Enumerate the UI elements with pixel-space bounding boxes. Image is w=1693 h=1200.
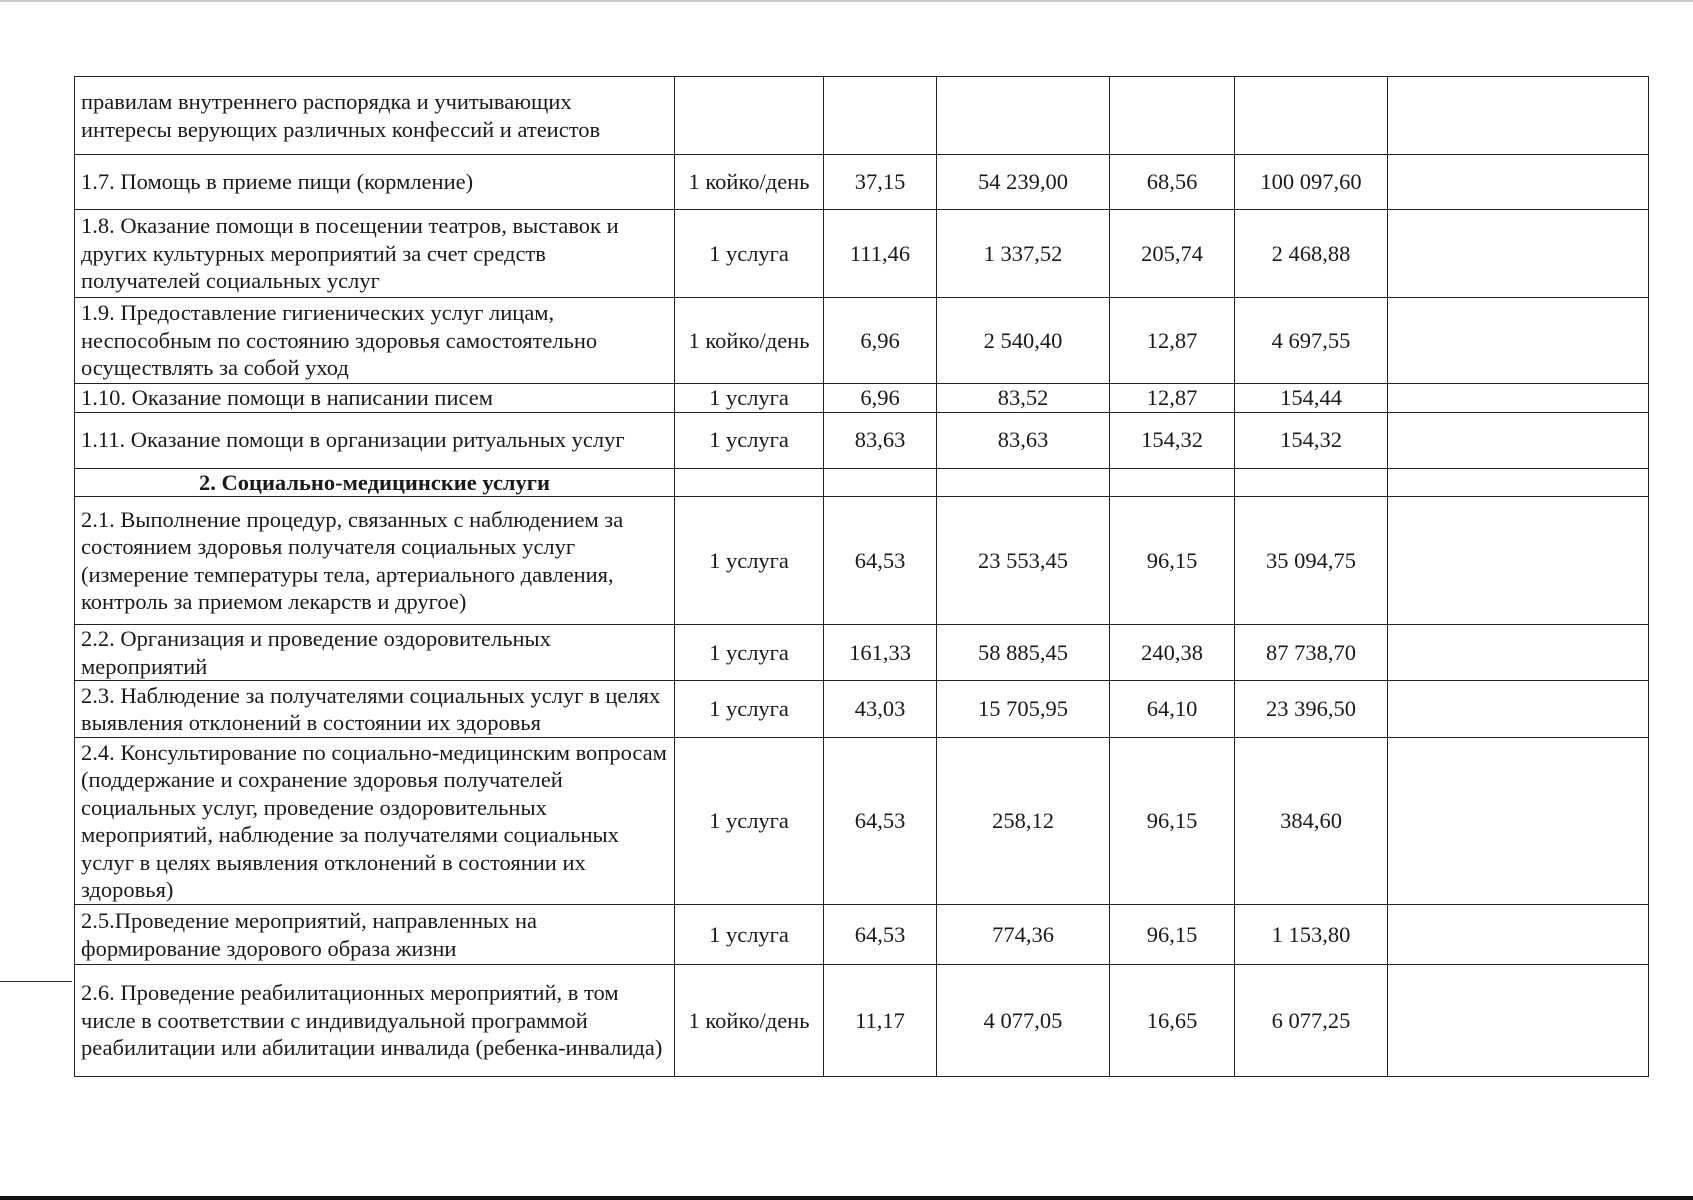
unit-cell: 1 услуга	[675, 625, 824, 681]
value-cell	[1388, 468, 1649, 497]
value-cell: 258,12	[937, 738, 1110, 905]
value-cell: 16,65	[1110, 965, 1235, 1077]
value-cell: 54 239,00	[937, 155, 1110, 210]
value-cell	[1388, 210, 1649, 298]
value-cell: 87 738,70	[1235, 625, 1388, 681]
unit-cell: 1 койко/день	[675, 155, 824, 210]
value-cell: 161,33	[824, 625, 937, 681]
service-name-cell: 2.4. Консультирование по социально-медицинским вопросам (поддержание и сохранение здоровья получателей социальных услуг, проведение оздоровительных мероприятий, наблюдение за получателями социальных услуг в целях выявления отклонений в состоянии их здоровья)	[75, 738, 675, 905]
service-name-cell: 2.2. Организация и проведение оздоровительных мероприятий	[75, 625, 675, 681]
value-cell: 12,87	[1110, 384, 1235, 413]
value-cell: 111,46	[824, 210, 937, 298]
value-cell	[1388, 412, 1649, 468]
table-row	[75, 625, 1649, 681]
table-row	[75, 905, 1649, 965]
table-row	[75, 738, 1649, 905]
value-cell: 154,32	[1110, 412, 1235, 468]
table-row	[75, 412, 1649, 468]
value-cell: 15 705,95	[937, 681, 1110, 738]
service-name-cell: 2.1. Выполнение процедур, связанных с наблюдением за состоянием здоровья получателя социальных услуг (измерение температуры тела, артериального давления, контроль за приемом лекарств и другое)	[75, 497, 675, 625]
unit-cell: 1 койко/день	[675, 298, 824, 384]
table-row	[75, 77, 1649, 155]
table-row	[75, 497, 1649, 625]
value-cell: 2 468,88	[1235, 210, 1388, 298]
service-name-cell: правилам внутреннего распорядка и учитывающих интересы верующих различных конфессий и атеистов	[75, 77, 675, 155]
value-cell	[1388, 738, 1649, 905]
value-cell	[937, 77, 1110, 155]
unit-cell: 1 услуга	[675, 497, 824, 625]
value-cell	[824, 468, 937, 497]
value-cell: 1 153,80	[1235, 905, 1388, 965]
value-cell	[1388, 965, 1649, 1077]
value-cell: 11,17	[824, 965, 937, 1077]
margin-tick-line	[0, 981, 72, 982]
value-cell	[1110, 77, 1235, 155]
value-cell	[1388, 155, 1649, 210]
value-cell: 774,36	[937, 905, 1110, 965]
service-name-cell: 2.5.Проведение мероприятий, направленных на формирование здорового образа жизни	[75, 905, 675, 965]
value-cell: 68,56	[1110, 155, 1235, 210]
services-tariff-table	[74, 76, 1649, 1077]
value-cell: 58 885,45	[937, 625, 1110, 681]
unit-cell: 1 услуга	[675, 681, 824, 738]
value-cell	[1388, 681, 1649, 738]
value-cell: 4 077,05	[937, 965, 1110, 1077]
value-cell: 64,10	[1110, 681, 1235, 738]
unit-cell	[675, 468, 824, 497]
unit-cell: 1 услуга	[675, 412, 824, 468]
value-cell: 96,15	[1110, 497, 1235, 625]
value-cell: 96,15	[1110, 738, 1235, 905]
value-cell: 12,87	[1110, 298, 1235, 384]
value-cell	[1235, 77, 1388, 155]
service-name-cell: 2.6. Проведение реабилитационных мероприятий, в том числе в соответствии с индивидуальной программой реабилитации или абилитации инвалида (ребенка-инвалида)	[75, 965, 675, 1077]
unit-cell: 1 услуга	[675, 738, 824, 905]
value-cell: 100 097,60	[1235, 155, 1388, 210]
value-cell: 35 094,75	[1235, 497, 1388, 625]
unit-cell: 1 койко/день	[675, 965, 824, 1077]
value-cell: 6 077,25	[1235, 965, 1388, 1077]
section-header-row	[75, 468, 1649, 497]
unit-cell: 1 услуга	[675, 905, 824, 965]
value-cell: 205,74	[1110, 210, 1235, 298]
service-name-cell: 1.10. Оказание помощи в написании писем	[75, 384, 675, 413]
value-cell: 83,52	[937, 384, 1110, 413]
unit-cell	[675, 77, 824, 155]
value-cell	[824, 77, 937, 155]
unit-cell: 1 услуга	[675, 384, 824, 413]
value-cell: 96,15	[1110, 905, 1235, 965]
service-name-cell: 2.3. Наблюдение за получателями социальных услуг в целях выявления отклонений в состоянии их здоровья	[75, 681, 675, 738]
value-cell: 64,53	[824, 738, 937, 905]
value-cell: 83,63	[937, 412, 1110, 468]
table-row	[75, 298, 1649, 384]
value-cell	[1388, 497, 1649, 625]
value-cell	[937, 468, 1110, 497]
section-title: 2. Социально-медицинские услуги	[75, 468, 675, 497]
service-name-cell: 1.9. Предоставление гигиенических услуг лицам, неспособным по состоянию здоровья самостоятельно осуществлять за собой уход	[75, 298, 675, 384]
value-cell	[1388, 905, 1649, 965]
value-cell: 4 697,55	[1235, 298, 1388, 384]
table-row	[75, 965, 1649, 1077]
value-cell	[1388, 298, 1649, 384]
value-cell	[1388, 77, 1649, 155]
value-cell: 83,63	[824, 412, 937, 468]
top-border-line	[0, 0, 1693, 2]
value-cell: 64,53	[824, 905, 937, 965]
value-cell: 6,96	[824, 384, 937, 413]
table-row	[75, 210, 1649, 298]
service-name-cell: 1.8. Оказание помощи в посещении театров, выставок и других культурных мероприятий за счет средств получателей социальных услуг	[75, 210, 675, 298]
value-cell: 6,96	[824, 298, 937, 384]
table-row	[75, 384, 1649, 413]
service-name-cell: 1.11. Оказание помощи в организации ритуальных услуг	[75, 412, 675, 468]
bottom-border-band	[0, 1196, 1693, 1200]
value-cell: 240,38	[1110, 625, 1235, 681]
service-name-cell: 1.7. Помощь в приеме пищи (кормление)	[75, 155, 675, 210]
value-cell	[1110, 468, 1235, 497]
table-row	[75, 155, 1649, 210]
value-cell	[1388, 625, 1649, 681]
value-cell	[1388, 384, 1649, 413]
value-cell: 43,03	[824, 681, 937, 738]
table-row	[75, 681, 1649, 738]
value-cell: 1 337,52	[937, 210, 1110, 298]
value-cell: 384,60	[1235, 738, 1388, 905]
value-cell: 23 396,50	[1235, 681, 1388, 738]
value-cell: 154,32	[1235, 412, 1388, 468]
value-cell: 154,44	[1235, 384, 1388, 413]
value-cell: 23 553,45	[937, 497, 1110, 625]
value-cell: 64,53	[824, 497, 937, 625]
value-cell: 37,15	[824, 155, 937, 210]
unit-cell: 1 услуга	[675, 210, 824, 298]
value-cell: 2 540,40	[937, 298, 1110, 384]
value-cell	[1235, 468, 1388, 497]
